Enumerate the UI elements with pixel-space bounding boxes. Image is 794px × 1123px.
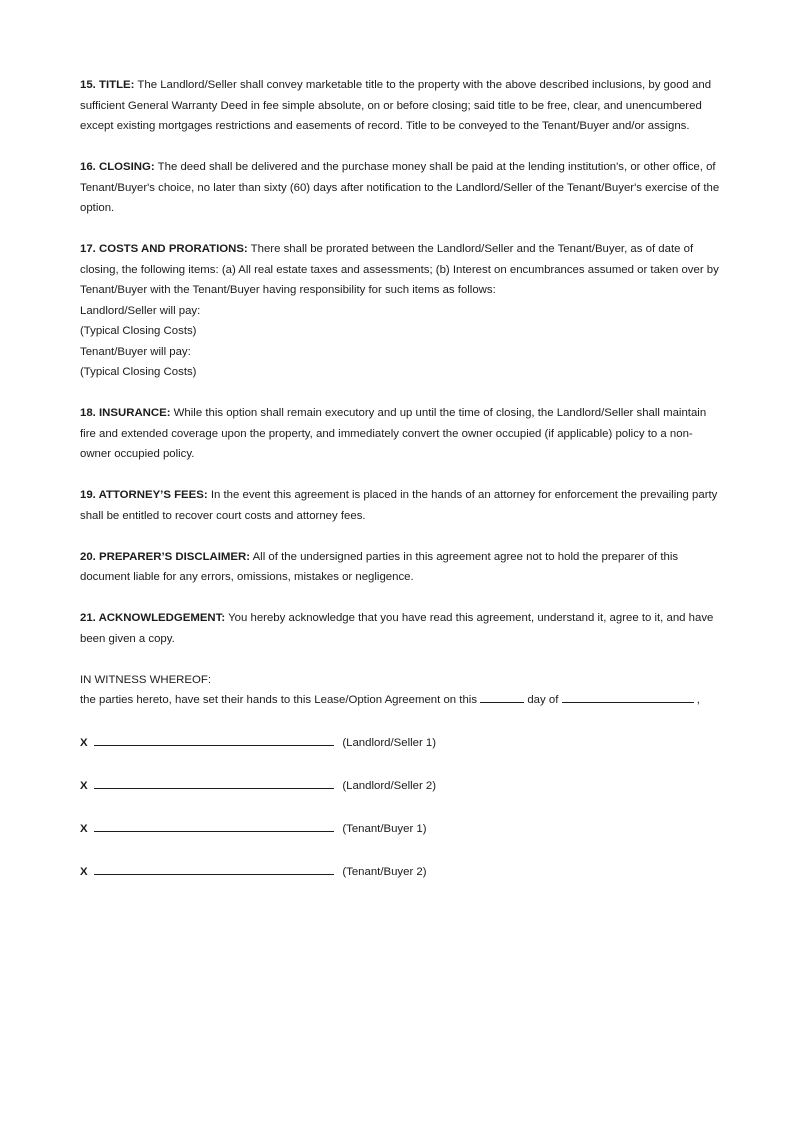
- section-insurance-heading: 18. INSURANCE:: [80, 407, 171, 419]
- section-attorneys-paragraph: [80, 485, 720, 526]
- section-title: [80, 75, 720, 137]
- section-insurance: [80, 403, 720, 465]
- section-costs-heading: 17. COSTS AND PRORATIONS:: [80, 243, 248, 255]
- section-acknowledgement-heading: 21. ACKNOWLEDGEMENT:: [80, 612, 226, 624]
- witness-text-end: ,: [693, 694, 700, 706]
- section-closing-paragraph: [80, 157, 720, 219]
- witness-text-day-of: day of: [524, 694, 562, 706]
- section-closing: [80, 157, 720, 219]
- section-closing-heading: 16. CLOSING:: [80, 161, 155, 173]
- section-costs-prorations: [80, 239, 720, 383]
- signature-field[interactable]: [94, 774, 334, 789]
- signature-mark: X: [80, 866, 88, 878]
- landlord-pays-label: Landlord/Seller will pay:: [80, 304, 201, 317]
- tenant-pays-label: Tenant/Buyer will pay:: [80, 345, 191, 358]
- section-disclaimer-body: All of the undersigned parties in this agreement agree not to hold the preparer of this document liable for any errors, omissions, mistakes or negligence.: [80, 550, 679, 583]
- section-acknowledgement: [80, 608, 720, 649]
- month-year-blank-field[interactable]: [562, 690, 694, 703]
- section-closing-body: The deed shall be delivered and the purchase money shall be paid at the lending institution's, or other office, of Tenant/Buyer's choice, no later than sixty (60) days after notification to the Landlord/Seller of the Tenant/Buyer's exercise of the option.: [80, 161, 720, 214]
- section-disclaimer-paragraph: [80, 547, 720, 588]
- section-attorneys-body: In the event this agreement is placed in the hands of an attorney for enforcement the prevailing party shall be entitled to recover court costs and attorney fees.: [80, 489, 718, 522]
- section-costs-paragraph: [80, 239, 720, 301]
- signature-field[interactable]: [94, 817, 334, 832]
- signature-line-landlord-seller-1: [80, 731, 720, 754]
- section-acknowledgement-paragraph: [80, 608, 720, 649]
- witness-heading: IN WITNESS WHEREOF:: [80, 673, 211, 686]
- section-preparers-disclaimer: [80, 547, 720, 588]
- witness-statement: [80, 690, 720, 711]
- signature-line-tenant-buyer-1: [80, 817, 720, 840]
- signature-field[interactable]: [94, 860, 334, 875]
- signature-mark: X: [80, 780, 88, 792]
- section-attorneys-fees: [80, 485, 720, 526]
- signature-line-tenant-buyer-2: [80, 860, 720, 883]
- signature-mark: X: [80, 737, 88, 749]
- signature-mark: X: [80, 823, 88, 835]
- document-page: [80, 75, 720, 903]
- section-title-paragraph: [80, 75, 720, 137]
- tenant-pays-value: (Typical Closing Costs): [80, 366, 197, 378]
- signature-label: (Landlord/Seller 1): [342, 737, 437, 749]
- landlord-pays-value: (Typical Closing Costs): [80, 325, 197, 337]
- section-attorneys-heading: 19. ATTORNEY’S FEES:: [80, 489, 208, 501]
- signature-field[interactable]: [94, 731, 334, 746]
- section-costs-body: There shall be prorated between the Landlord/Seller and the Tenant/Buyer, as of date of closing, the following items: (a) All real estate taxes and assessments; (b) Interest on encumbrances assumed or taken over by Tenant/Buyer with the Tenant/Buyer having responsibility for such items as follows:: [80, 243, 719, 296]
- section-title-heading: 15. TITLE:: [80, 79, 135, 91]
- signature-line-landlord-seller-2: [80, 774, 720, 797]
- section-insurance-body: While this option shall remain executory and up until the time of closing, the Landlord/Seller shall maintain fire and extended coverage upon the property, and immediately convert the owner occupied (if applicable) policy to a non-owner occupied policy.: [80, 407, 707, 460]
- section-title-body: The Landlord/Seller shall convey marketable title to the property with the above described inclusions, by good and sufficient General Warranty Deed in fee simple absolute, on or before closing; said title to be free, clear, and unencumbered except existing mortgages restrictions and easements of record. Title to be conveyed to the Tenant/Buyer and/or assigns.: [80, 79, 712, 132]
- day-blank-field[interactable]: [480, 690, 524, 703]
- signature-label: (Tenant/Buyer 2): [342, 866, 427, 878]
- section-acknowledgement-body: You hereby acknowledge that you have read this agreement, understand it, agree to it, and have been given a copy.: [80, 612, 714, 645]
- section-insurance-paragraph: [80, 403, 720, 465]
- witness-block: [80, 670, 720, 711]
- signature-label: (Tenant/Buyer 1): [342, 823, 427, 835]
- signature-label: (Landlord/Seller 2): [342, 780, 437, 792]
- witness-text-before-day: the parties hereto, have set their hands to this Lease/Option Agreement on this: [80, 694, 481, 706]
- section-disclaimer-heading: 20. PREPARER’S DISCLAIMER:: [80, 550, 251, 563]
